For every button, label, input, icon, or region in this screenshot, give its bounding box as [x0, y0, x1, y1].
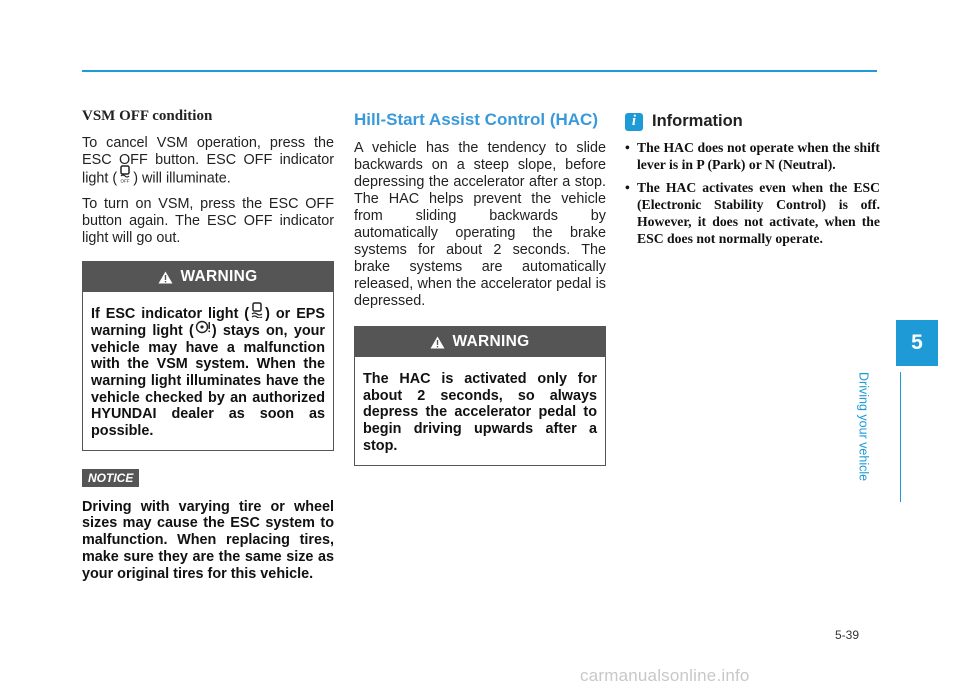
- vsm-off-paragraph-1: [82, 135, 334, 188]
- watermark-text: carmanualsonline.info: [580, 666, 750, 685]
- list-item: • The HAC does not operate when the shift lever is in P (Park) or N (Neutral).: [625, 140, 880, 172]
- chapter-side-rule: [900, 372, 901, 502]
- warning-triangle-icon: [430, 336, 445, 349]
- esc-warning-box: [82, 261, 334, 451]
- warning-body: [83, 292, 333, 450]
- top-rule: [82, 70, 877, 72]
- warning-text-a: If ESC indicator light (: [91, 306, 250, 323]
- hac-section-title: Hill-Start Assist Control (HAC): [354, 110, 598, 129]
- column-middle: [354, 108, 606, 466]
- hac-warning-text: The HAC is activated only for about 2 seconds, so always depress the accelerator pedal to begin driving upwards after a stop.: [363, 371, 597, 454]
- information-heading: [625, 112, 880, 131]
- warning-triangle-icon: [158, 271, 173, 284]
- chapter-number-tab: 5: [896, 320, 938, 366]
- para1-after: ) will illuminate.: [133, 170, 231, 187]
- info-item-text: The HAC activates even when the ESC (Electronic Stability Control) is off. However, it does not activate, when the ESC does not normally operate.: [637, 180, 880, 246]
- warning-body: [355, 357, 605, 465]
- warning-text: [91, 306, 325, 440]
- esc-off-indicator-icon: [118, 165, 132, 188]
- hac-paragraph: A vehicle has the tendency to slide backwards on a steep slope, before depressing the accelerator after a stop. The HAC helps prevent the vehicle from sliding backwards by automatically operating the brake systems for about 2 seconds. The brake systems are automatically released, when the accelerator pedal is depressed.: [354, 140, 606, 309]
- warning-label: WARNING: [452, 333, 530, 350]
- warning-text-c: ) stays on, your vehicle may have a malfunction with the VSM system. When the warning light illuminates have the vehicle checked by an authorized HYUNDAI dealer as soon as possible.: [91, 322, 326, 440]
- esc-indicator-icon: [250, 302, 264, 323]
- notice-badge: NOTICE: [82, 469, 139, 487]
- information-title: Information: [652, 112, 743, 130]
- info-icon: i: [625, 113, 643, 131]
- warning-label: WARNING: [180, 268, 258, 285]
- warning-text-b: ) or EPS warning light (: [91, 306, 325, 339]
- vsm-off-heading: VSM OFF condition: [82, 108, 213, 124]
- information-list: [625, 139, 880, 247]
- vsm-off-paragraph-2: To turn on VSM, press the ESC OFF button again. The ESC OFF indicator light will go out.: [82, 196, 334, 246]
- column-right: [625, 108, 880, 253]
- para1-before: To cancel VSM operation, press the ESC OFF button. ESC OFF indicator light (: [82, 135, 334, 187]
- notice-text: Driving with varying tire or wheel sizes may cause the ESC system to malfunction. When replacing tires, make sure they are the same size as your original tires for this vehicle.: [82, 498, 334, 582]
- info-item-text: The HAC does not operate when the shift lever is in P (Park) or N (Neutral).: [637, 140, 880, 172]
- column-left: [82, 108, 334, 582]
- warning-header: [83, 262, 333, 292]
- eps-warning-icon: [195, 320, 211, 339]
- chapter-title-text: Driving your vehicle: [856, 372, 871, 482]
- hac-warning-box: [354, 326, 606, 466]
- page-number: 5-39: [835, 628, 860, 642]
- warning-header: [355, 327, 605, 357]
- chapter-title-vertical: [856, 372, 926, 502]
- list-item: • The HAC activates even when the ESC (Electronic Stability Control) is off. However, it does not activate, when the ESC does not normally operate.: [625, 180, 880, 246]
- esc-off-icon-caption: OFF: [120, 178, 130, 183]
